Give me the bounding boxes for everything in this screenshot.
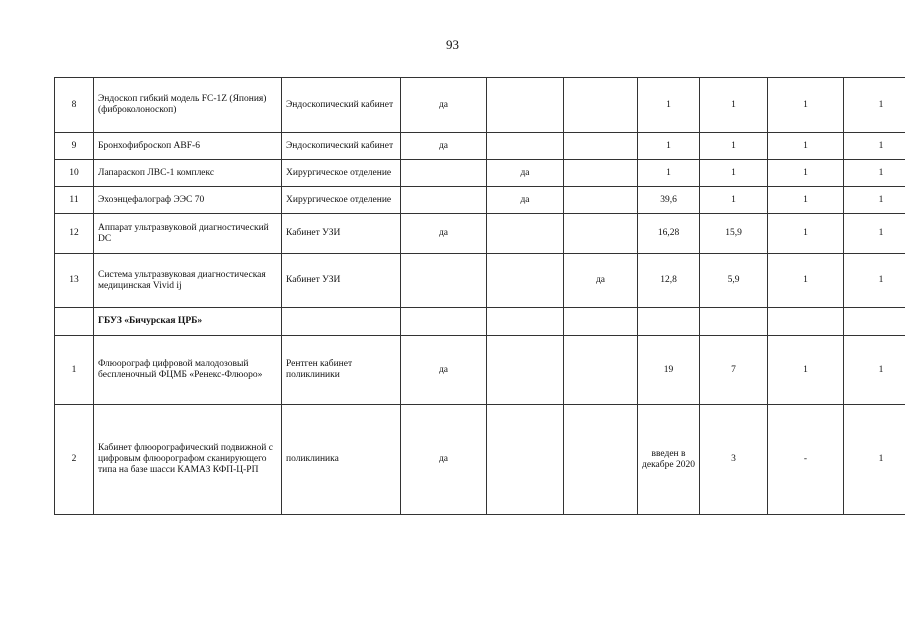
cell-col7: 1: [844, 187, 905, 214]
cell-col6: 1: [768, 78, 844, 133]
table-row: [55, 254, 905, 308]
cell-col7: 1: [844, 160, 905, 187]
equipment-location: Хирургическое отделение: [282, 160, 401, 187]
table-row: [55, 133, 905, 160]
table-row: [55, 405, 905, 515]
equipment-location: Эндоскопический кабинет: [282, 78, 401, 133]
cell-col6: 1: [768, 214, 844, 254]
cell-col2: да: [487, 187, 564, 214]
cell-col6: -: [768, 405, 844, 515]
equipment-name: Система ультразвуковая диагностическая медицинская Vivid ij: [94, 254, 282, 308]
empty-cell: [768, 308, 844, 336]
empty-cell: [638, 308, 700, 336]
cell-col3: [564, 214, 638, 254]
table-row: [55, 160, 905, 187]
cell-col4: 16,28: [638, 214, 700, 254]
cell-col2: [487, 336, 564, 405]
cell-col3: [564, 78, 638, 133]
equipment-name: Кабинет флюорографический подвижной с цифровым флюорографом сканирующего типа на базе шасси КАМАЗ КФП-Ц-РП: [94, 405, 282, 515]
cell-col1: да: [401, 405, 487, 515]
cell-col4: 1: [638, 78, 700, 133]
cell-col3: [564, 336, 638, 405]
equipment-table: [54, 77, 905, 515]
cell-col7: 1: [844, 133, 905, 160]
cell-col5: 7: [700, 336, 768, 405]
cell-col1: [401, 187, 487, 214]
equipment-location: Рентген кабинет поликлиники: [282, 336, 401, 405]
cell-col1: да: [401, 78, 487, 133]
empty-cell: [282, 308, 401, 336]
equipment-location: Кабинет УЗИ: [282, 254, 401, 308]
row-number: 9: [55, 133, 94, 160]
equipment-location: Эндоскопический кабинет: [282, 133, 401, 160]
cell-col7: 1: [844, 214, 905, 254]
cell-col2: да: [487, 160, 564, 187]
cell-col6: 1: [768, 336, 844, 405]
table-row: [55, 78, 905, 133]
cell-col5: 1: [700, 78, 768, 133]
cell-col4: 12,8: [638, 254, 700, 308]
section-title: ГБУЗ «Бичурская ЦРБ»: [94, 308, 282, 336]
empty-cell: [487, 308, 564, 336]
cell-col6: 1: [768, 133, 844, 160]
table-body: [55, 78, 905, 515]
cell-col5: 3: [700, 405, 768, 515]
table-row: [55, 214, 905, 254]
equipment-name: Эндоскоп гибкий модель FC-1Z (Япония) (фиброколоноскоп): [94, 78, 282, 133]
equipment-location: Кабинет УЗИ: [282, 214, 401, 254]
cell-col3: [564, 187, 638, 214]
empty-cell: [700, 308, 768, 336]
equipment-name: Флюорограф цифровой малодозовый беспленочный ФЦМБ «Ренекс-Флюоро»: [94, 336, 282, 405]
equipment-location: Хирургическое отделение: [282, 187, 401, 214]
cell-col4: 1: [638, 133, 700, 160]
table-row: [55, 336, 905, 405]
cell-col7: 1: [844, 336, 905, 405]
cell-col1: да: [401, 133, 487, 160]
cell-col7: 1: [844, 254, 905, 308]
empty-cell: [55, 308, 94, 336]
cell-col5: 1: [700, 187, 768, 214]
cell-col2: [487, 78, 564, 133]
row-number: 13: [55, 254, 94, 308]
cell-col1: [401, 254, 487, 308]
cell-col1: да: [401, 214, 487, 254]
row-number: 1: [55, 336, 94, 405]
equipment-name: Эхоэнцефалограф ЭЭС 70: [94, 187, 282, 214]
cell-col4: 39,6: [638, 187, 700, 214]
equipment-name: Бронхофиброскоп ABF-6: [94, 133, 282, 160]
cell-col1: да: [401, 336, 487, 405]
cell-col6: 1: [768, 187, 844, 214]
cell-col7: 1: [844, 405, 905, 515]
empty-cell: [564, 308, 638, 336]
cell-col3: да: [564, 254, 638, 308]
cell-col7: 1: [844, 78, 905, 133]
equipment-name: Лапараскоп ЛВС-1 комплекс: [94, 160, 282, 187]
cell-col5: 1: [700, 160, 768, 187]
empty-cell: [844, 308, 905, 336]
row-number: 8: [55, 78, 94, 133]
cell-col4: 1: [638, 160, 700, 187]
cell-col2: [487, 214, 564, 254]
row-number: 2: [55, 405, 94, 515]
cell-col4: введен в декабре 2020: [638, 405, 700, 515]
cell-col2: [487, 133, 564, 160]
page-number: 93: [446, 37, 459, 52]
cell-col5: 15,9: [700, 214, 768, 254]
row-number: 12: [55, 214, 94, 254]
cell-col2: [487, 405, 564, 515]
cell-col3: [564, 405, 638, 515]
table-row: [55, 187, 905, 214]
row-number: 10: [55, 160, 94, 187]
cell-col6: 1: [768, 254, 844, 308]
equipment-location: поликлиника: [282, 405, 401, 515]
row-number: 11: [55, 187, 94, 214]
cell-col3: [564, 160, 638, 187]
empty-cell: [401, 308, 487, 336]
cell-col6: 1: [768, 160, 844, 187]
cell-col5: 1: [700, 133, 768, 160]
cell-col2: [487, 254, 564, 308]
cell-col1: [401, 160, 487, 187]
section-row: [55, 308, 905, 336]
cell-col5: 5,9: [700, 254, 768, 308]
equipment-name: Аппарат ультразвуковой диагностический DC: [94, 214, 282, 254]
cell-col3: [564, 133, 638, 160]
cell-col4: 19: [638, 336, 700, 405]
